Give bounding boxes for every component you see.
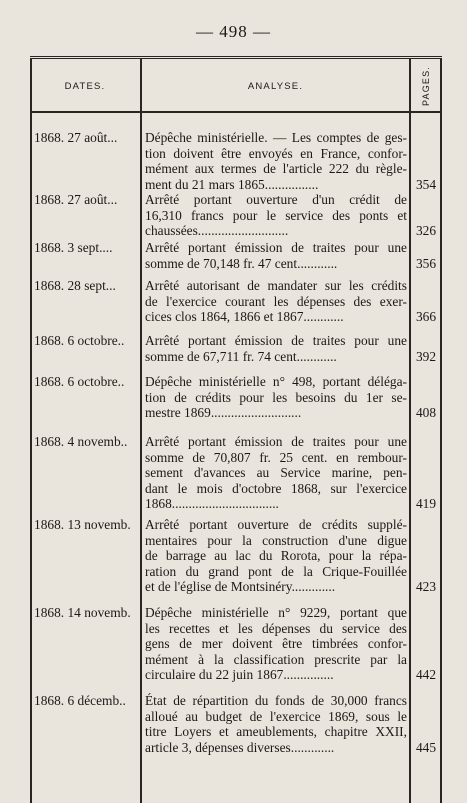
entry-page: 442: [415, 667, 437, 682]
index-table: [30, 56, 442, 803]
entry-page: 354: [415, 176, 437, 192]
analysis-line: État de répartition du fonds de 30,000 francs: [145, 693, 407, 708]
entry-page: 356: [415, 255, 437, 271]
entry-page: 423: [415, 579, 437, 594]
analysis-line: mentaires pour la construction d'une digue: [145, 532, 407, 548]
analysis-line: 1868................................: [145, 496, 279, 511]
analysis-line: mestre 1869...........................: [145, 405, 302, 420]
analysis-line: cices clos 1864, 1866 et 1867............: [145, 309, 344, 324]
analysis-line: ment du 21 mars 1865................: [145, 176, 319, 192]
analysis-line: Dépêche ministérielle. — Les comptes de ges-: [145, 130, 407, 145]
analysis-line: les recettes et les dépenses du service des: [145, 620, 407, 636]
table-border-right: [440, 59, 442, 803]
analysis-line: mément à la classification prescrite par la: [145, 651, 407, 667]
analysis-line: dant le mois d'octobre 1868, sur l'exercice: [145, 480, 407, 496]
entry-date: 1868. 28 sept...: [34, 278, 116, 293]
entry-analysis: [145, 605, 407, 683]
page-number: — 498 —: [196, 22, 271, 41]
analysis-line: Arrêté portant ouverture d'un crédit de: [145, 192, 407, 207]
analysis-line: de l'exercice courant les dépenses des exer-: [145, 293, 407, 309]
analysis-line: Dépêche ministérielle n° 9229, portant que: [145, 605, 407, 620]
analysis-line: Arrêté portant ouverture de crédits supplé-: [145, 517, 407, 532]
entry-date: 1868. 27 août...: [34, 130, 118, 145]
analysis-line: somme de 67,711 fr. 74 cent............: [145, 348, 337, 364]
analysis-line: mément aux termes de l'article 222 du règle-: [145, 161, 407, 176]
analysis-line: tion de crédits pour les besoins du 1er se-: [145, 389, 407, 405]
analysis-line: Arrêté autorisant de mandater sur les crédits: [145, 278, 407, 293]
header-pages: PAGES.: [421, 65, 432, 107]
analysis-line: somme de 70,148 fr. 47 cent............: [145, 255, 338, 271]
entry-analysis: [145, 278, 407, 325]
column-divider-dates: [140, 59, 142, 803]
entry-date: 1868. 6 octobre..: [34, 333, 125, 348]
analysis-line: titre Loyers et ameublements, chapitre XXII,: [145, 724, 407, 739]
entry-analysis: [145, 374, 407, 421]
analysis-line: Arrêté portant émission de traites pour une: [145, 240, 407, 255]
entry-analysis: [145, 434, 407, 512]
entry-date: 1868. 14 novemb.: [34, 605, 131, 620]
entry-date: 1868. 6 décemb..: [34, 693, 126, 708]
entry-date: 1868. 6 octobre..: [34, 374, 125, 389]
column-divider-analyse: [409, 59, 411, 803]
header-pages-cell: [412, 65, 440, 107]
entry-page: 392: [415, 348, 437, 364]
entry-analysis: [145, 192, 407, 239]
entry-page: 366: [415, 309, 437, 324]
entry-analysis: [145, 240, 407, 271]
analysis-line: de barrage au lac du Rorota, pour la répa-: [145, 548, 407, 563]
analysis-line: alloué au budget de l'exercice 1869, sous le: [145, 708, 407, 724]
analysis-line: article 3, dépenses diverses.............: [145, 739, 335, 755]
analysis-line: Arrêté portant émission de traites pour une: [145, 434, 407, 449]
entry-page: 445: [415, 739, 437, 755]
analysis-line: sement d'avances au Service marine, pen-: [145, 465, 407, 480]
analysis-line: gens de mer doivent être timbrées confor-: [145, 636, 407, 651]
analysis-line: tion doivent être envoyés en France, confor-: [145, 145, 407, 161]
entry-date: 1868. 3 sept....: [34, 240, 113, 255]
entry-page: 419: [415, 496, 437, 511]
analysis-line: 16,310 francs pour le service des ponts et: [145, 207, 407, 223]
header-dates: DATES.: [64, 81, 106, 92]
analysis-line: somme de 70,807 fr. 25 cent. en rembour-: [145, 449, 407, 465]
entry-date: 1868. 13 novemb.: [34, 517, 131, 532]
analysis-line: Dépêche ministérielle n° 498, portant déléga-: [145, 374, 407, 389]
analysis-line: circulaire du 22 juin 1867...............: [145, 667, 334, 682]
entry-analysis: [145, 517, 407, 595]
entry-analysis: [145, 693, 407, 755]
analysis-line: Arrêté portant émission de traites pour une: [145, 333, 407, 348]
table-header: [30, 59, 442, 113]
entry-analysis: [145, 333, 407, 364]
entry-page: 326: [415, 223, 437, 238]
entry-page: 408: [415, 405, 437, 420]
table-border-left: [30, 59, 32, 803]
header-analyse: ANALYSE.: [247, 81, 304, 92]
entry-date: 1868. 27 août...: [34, 192, 118, 207]
entry-analysis: [145, 130, 407, 192]
analysis-line: et de l'église de Montsinéry.............: [145, 579, 336, 594]
analysis-line: chaussées...........................: [145, 223, 289, 238]
entry-date: 1868. 4 novemb..: [34, 434, 128, 449]
analysis-line: ration du grand pont de la Crique-Fouillée: [145, 563, 407, 579]
